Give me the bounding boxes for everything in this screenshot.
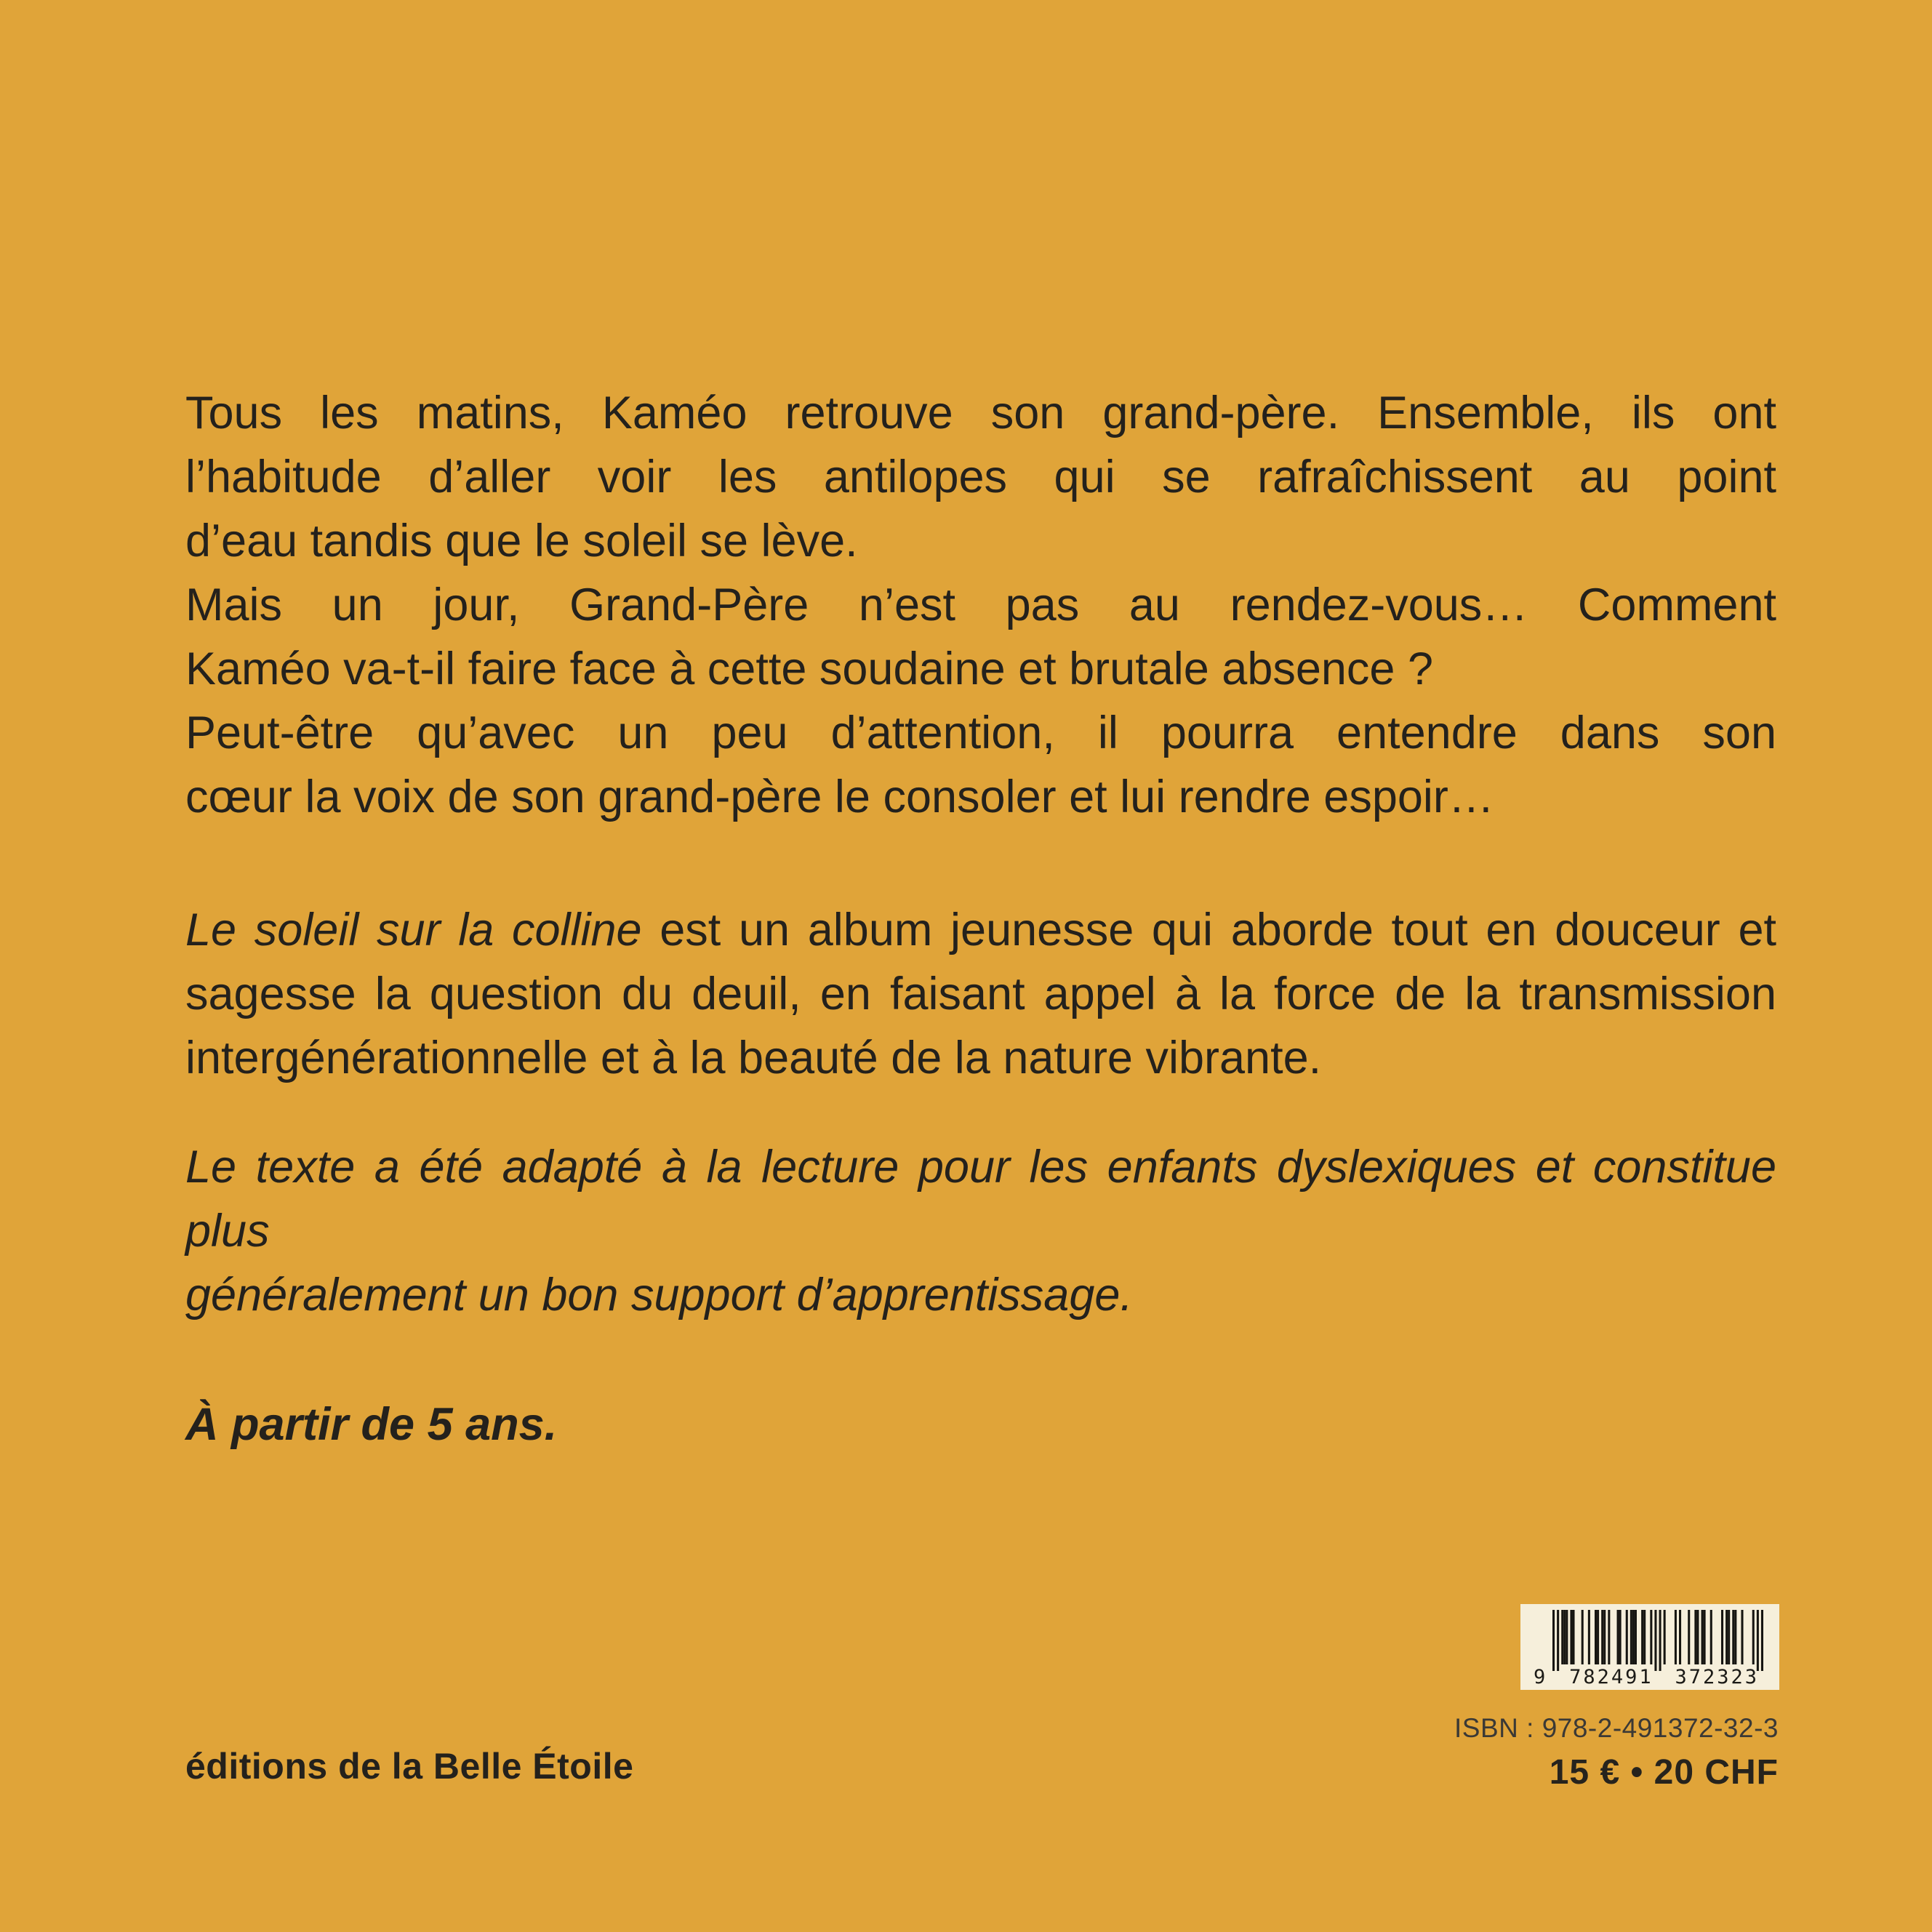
text-line (185, 765, 1776, 829)
text-line (185, 1135, 1776, 1263)
text-segment: généralement un bon support d’apprentissage. (185, 1270, 1133, 1320)
paragraph (185, 1392, 1776, 1456)
text-segment: cœur la voix de son grand-père le consoler et lui rendre espoir… (185, 771, 1494, 822)
text-segment: Mais un jour, Grand-Père n’est pas au rendez-vous… Comment (185, 580, 1776, 630)
paragraph (185, 898, 1776, 1090)
text-line (185, 1392, 1776, 1456)
synopsis (185, 381, 1776, 1456)
barcode-digits (1534, 1666, 1759, 1688)
publisher-name: éditions de la Belle Étoile (185, 1746, 634, 1787)
text-segment: Peut-être qu’avec un peu d’attention, il pourra entendre dans son (185, 708, 1776, 758)
text-line (185, 637, 1776, 701)
barcode (1520, 1604, 1779, 1690)
paragraph (185, 701, 1776, 829)
text-segment: sagesse la question du deuil, en faisant appel à la force de la transmission (185, 969, 1776, 1019)
text-segment: l’habitude d’aller voir les antilopes qui se rafraîchissent au point (185, 452, 1776, 502)
text-line (185, 573, 1776, 637)
text-segment: Le texte a été adapté à la lecture pour les enfants dyslexiques et constitue plus (185, 1142, 1776, 1256)
text-line (185, 701, 1776, 765)
text-line (185, 962, 1776, 1026)
text-segment: Le soleil sur la colline (185, 905, 642, 955)
text-segment: À partir de 5 ans. (185, 1399, 558, 1450)
text-line (185, 1263, 1776, 1327)
text-line (185, 445, 1776, 509)
barcode-bars (1552, 1610, 1763, 1671)
text-line (185, 1026, 1776, 1090)
text-segment: Tous les matins, Kaméo retrouve son grand-père. Ensemble, ils ont (185, 388, 1776, 438)
text-segment: est un album jeunesse qui aborde tout en douceur et (641, 905, 1777, 955)
barcode-digit-group: 372323 (1675, 1666, 1759, 1688)
text-segment: intergénérationnelle et à la beauté de la nature vibrante. (185, 1033, 1322, 1083)
text-segment: Kaméo va-t-il faire face à cette soudaine et brutale absence ? (185, 644, 1434, 694)
text-line (185, 898, 1776, 962)
isbn-text: ISBN : 978-2-491372-32-3 (1454, 1713, 1779, 1743)
barcode-digit-group: 9 (1534, 1666, 1548, 1688)
price-text: 15 € • 20 CHF (1549, 1753, 1779, 1792)
paragraph (185, 573, 1776, 701)
text-segment: d’eau tandis que le soleil se lève. (185, 516, 858, 566)
paragraph (185, 1135, 1776, 1327)
paragraph (185, 381, 1776, 573)
text-line (185, 509, 1776, 573)
barcode-digit-group: 782491 (1569, 1666, 1654, 1688)
text-line (185, 381, 1776, 445)
